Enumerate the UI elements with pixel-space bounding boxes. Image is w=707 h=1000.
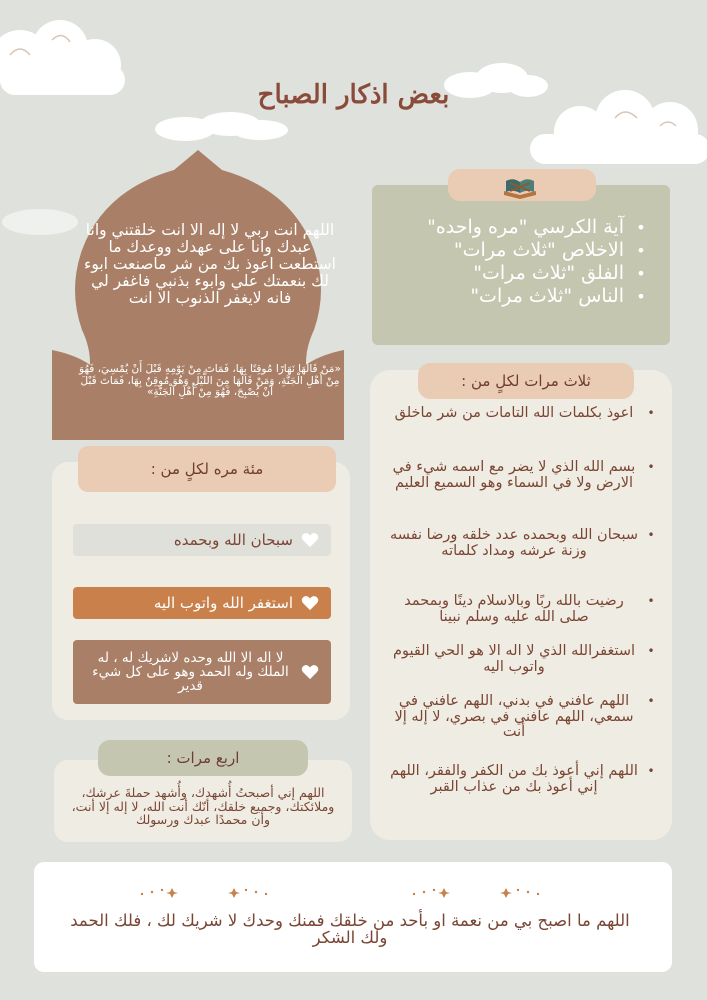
crescent-moon-icon (410, 876, 550, 906)
list-item: • رضيت بالله ربًا وبالاسلام دينًا وبمحمد صلى الله عليه وسلم نبينا (404, 593, 655, 625)
list-item: • استغفرالله الذي لا اله الا هو الحي القيوم واتوب اليه (392, 643, 655, 675)
hundred-times-heading: مئة مره لكلٍ من : (78, 446, 336, 492)
dhikr-item-tasbih: سبحان الله وبحمده (73, 524, 331, 556)
heart-icon (301, 532, 319, 548)
list-item: • اللهم إني أعوذ بك من الكفر والفقر، اللهم إني أعوذ بك من عذاب القبر (390, 763, 655, 795)
heart-icon (301, 664, 319, 680)
three-times-heading: ثلاث مرات لكلٍ من : (418, 363, 634, 399)
heart-icon (301, 595, 319, 611)
closing-dua-text: اللهم ما اصبح بي من نعمة او بأحد من خلقك فمنك وحدك لا شريك لك ، فلك الحمد ولك الشكر (70, 911, 630, 947)
dome-hadith-text: «مَنْ قَالَهَا نَهَارًا مُوقِنًا بِهَا، فَمَاتَ مِنْ يَوْمِهِ قَبْلَ أَنْ يُمْسِيَ، فَهُوَ مِنْ أَهْلِ الْجَنَّةِ، وَمَنْ قَالَهَا مِنَ اللَّيْلِ وَهُوَ مُوقِنٌ بِهَا، فَمَاتَ قَبْلَ أَنْ يُصْبِحَ، فَهُوَ مِنْ أَهْلِ الْجَنَّةِ» (79, 363, 341, 398)
list-item: • الفلق "ثلاث مرات" (473, 262, 646, 284)
dhikr-item-istighfar: استغفر الله واتوب اليه (73, 587, 331, 619)
list-item: • اعوذ بكلمات الله التامات من شر ماخلق (394, 405, 655, 421)
quran-icon (500, 173, 540, 199)
list-item: • الناس "ثلاث مرات" (470, 285, 646, 307)
dome-dua-text: اللهم انت ربي لا إله الا انت خلقتني وانا عبدك وانا على عهدك ووعدك ما استطعت اعوذ بك من شر ماصنعت ابوء لك بنعمتك علي وابوء بذنبي فاغفر لي فانه لايغفر الذنوب الا انت (84, 221, 336, 307)
cloud-icon (150, 112, 290, 142)
list-item: • الاخلاص "ثلاث مرات" (453, 239, 646, 261)
page-title: بعض اذكار الصباح (257, 80, 450, 110)
dhikr-item-tahlil: لا اله الا الله وحده لاشريك له ، له الملك وله الحمد وهو على كل شيء قدير (73, 640, 331, 704)
list-item: • بسم الله الذي لا يضر مع اسمه شيء في الارض ولا في السماء وهو السميع العليم (392, 459, 655, 491)
four-times-heading: اربع مرات : (98, 740, 308, 776)
list-item: • سبحان الله وبحمده عدد خلقه ورضا نفسه وزنة عرشه ومداد كلماته (389, 527, 655, 559)
list-item: • اللهم عافني في بدني، اللهم عافني في سمعي، اللهم عافني في بصري، لا إله إلا أنت (394, 693, 655, 740)
crescent-moon-icon (138, 876, 278, 906)
four-times-text: اللهم إني أصبحتُ أُشهدك، وأُشهد حملةَ عرشك، وملائكتك، وجميع خلقك، أنّك أنت الله، لا إله إلا أنت، وأن محمدًا عبدك ورسولك (71, 785, 335, 827)
list-item: • آية الكرسي "مره واحده" (427, 216, 646, 238)
quran-list (388, 216, 650, 308)
